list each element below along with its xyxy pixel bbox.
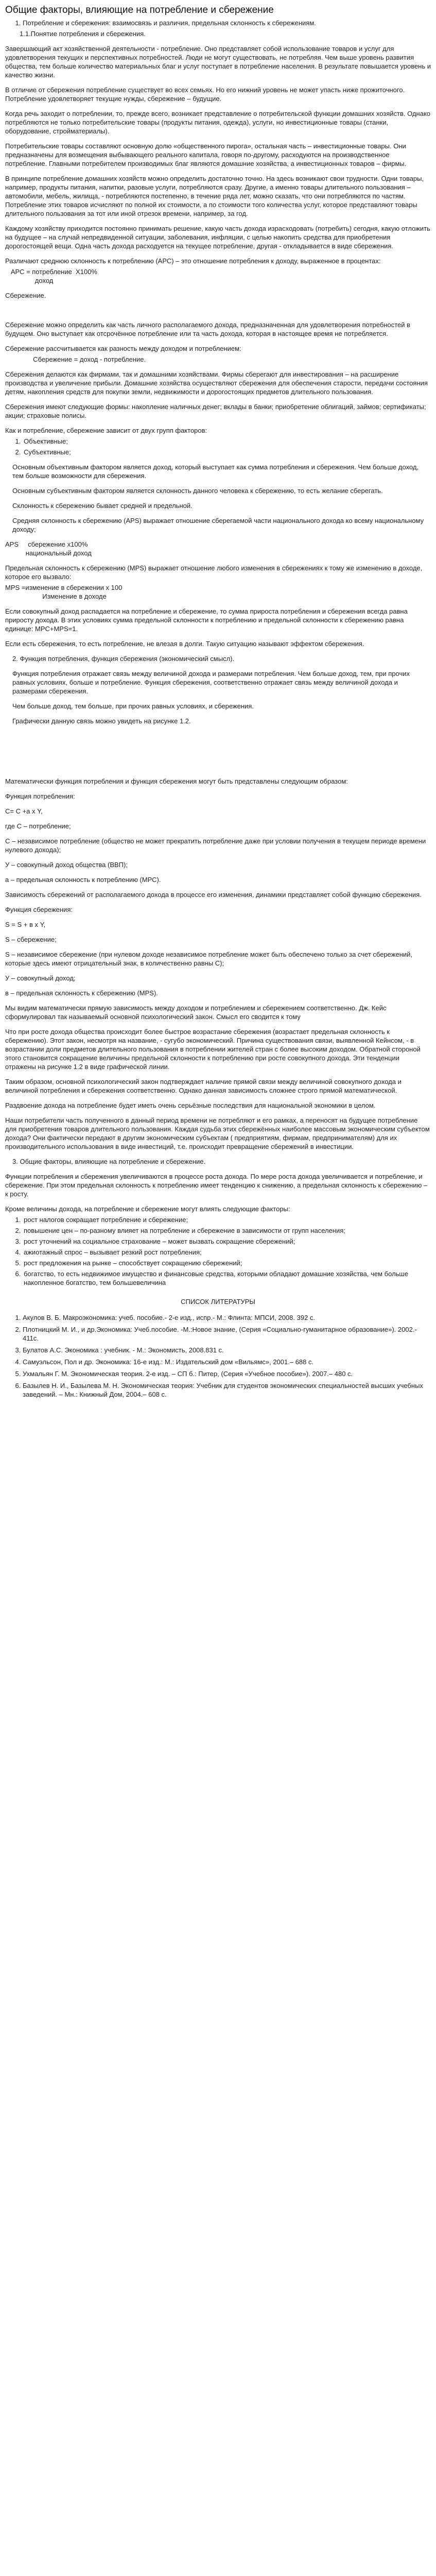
paragraph: Что при росте дохода общества происходит более быстрое возрастание сбережения (возрастает предельная склонность к сбережению). Этот закон, несмотря на название, - сугубо экономический. Причина существования связи, выявленной Кейнсом, - в возрастании доли предметов длительного пользования в потреблении жителей стран с более высоким доходом. Обратной стороной этого становится сокращение величины предельной склонности к потреблению при росте совокупного дохода. Эти тенденции отражены на рисунке 1.2 в виде графической линии. (5, 1028, 421, 1071)
references-heading: СПИСОК ЛИТЕРАТУРЫ (181, 1298, 255, 1306)
paragraph: Таким образом, основной психологический закон подтверждает наличие прямой связи между величиной совокупного дохода и величиной потребления и сбережения соответственно. Однако данная зависимость сложнее строго прямой математической. (5, 1078, 402, 1094)
reference-item: 1. Акулов В. Б. Макроэкономика: учеб. пособие.- 2-е изд., испр.- М.: Флинта: МПСИ, 2008. 392 с. (23, 1313, 431, 1322)
formula-savings: Сбережение = доход - потребление. (5, 355, 146, 363)
paragraph: Функция потребления: (5, 792, 75, 800)
paragraph: Кроме величины дохода, на потребление и сбережение могут влиять следующие факторы: (5, 1205, 290, 1213)
toc-subitem: 1.1.Понятие потребления и сбережения. (20, 30, 146, 38)
formula-aps: APS сбережение х100% национальный доход (5, 540, 92, 557)
list-item: 1. Объективные; (23, 437, 431, 446)
reference-item: 3. Булатов А.С. Экономика : учебник. - М.: Экономисть, 2008.831 с. (23, 1346, 431, 1354)
paragraph: Сбережение можно определить как часть личного располагаемого дохода, предназначенная для удовлетворения потребностей в будущем. Оно выступает как отсрочённое потребление или та часть дохода, которая в настоящее время не потребляется. (5, 321, 411, 337)
list-item: 4. ажиотажный спрос – вызывает резкий рост потребления; (23, 1248, 431, 1257)
list-item: 2. повышение цен – по-разному влияет на потребление и сбережение в зависимости от групп населения; (23, 1226, 431, 1235)
paragraph: Сбережение. (5, 292, 46, 299)
paragraph: У – совокупный доход; (5, 974, 76, 982)
paragraph: У – совокупный доход общества (ВВП); (5, 861, 128, 869)
paragraph: Функция сбережения: (5, 906, 73, 913)
reference-item: 2. Плотницкий М. И., и др.Экономика: Учеб.пособие. -М.:Новое знание, (Серия «Социально-гуманитарное образование»). 2002.- 411с. (23, 1325, 431, 1343)
paragraph: Графически данную связь можно увидеть на рисунке 1.2. (12, 717, 191, 725)
paragraph: Функция потребления отражает связь между величиной дохода и размерами потребления. Чем больше доход, тем, при прочих равных условиях, больше и потребление. Функция сбережения, соответственно отражает связь между величиной дохода и размерами сбережения. (12, 670, 410, 695)
paragraph: В отличие от сбережения потребление существует во всех семьях. Но его нижний уровень не может упасть ниже прожиточного. Потребление удовлетворяет текущие нужды, сбережение – будущие. (5, 86, 405, 103)
paragraph: где С – потребление; (5, 822, 71, 830)
toc-list (5, 19, 431, 27)
formula-mps: MPS =изменение в сбережении х 100 Изменение в доходе (5, 584, 123, 600)
reference-item: 6. Базылев Н. И., Базылева М. Н. Экономическая теория: Учебник для студентов экономических специальностей высших учебных заведений. – Мн.: Книжный Дом, 2004.– 608 с. (23, 1381, 431, 1399)
references-list (5, 1313, 431, 1399)
paragraph: Математически функция потребления и функция сбережения могут быть представлены следующим образом: (5, 777, 348, 785)
paragraph: S – независимое сбережение (при нулевом доходе независимое потребление может быть обеспечено только за счет сбережений, которые здесь имеют отрицательный знак, в количественно равны С); (5, 951, 413, 967)
paragraph: Раздвоение дохода на потребление будет иметь очень серьёзные последствия для национальной экономики в целом. (5, 1101, 376, 1109)
formula-consumption: C= C +a х Y, (5, 807, 43, 815)
paragraph: Чем больше доход, тем больше, при прочих равных условиях, и сбережения. (12, 702, 254, 710)
influence-factors-list (5, 1215, 431, 1287)
reference-item: 4. Самуэльсон, Пол и др. Экономика: 16-е изд.: М.: Издательский дом «Вильямс», 2001.– 688 с. (23, 1358, 431, 1366)
paragraph: Наши потребители часть полученного в данный период времени не потребляют и его рамках, а переносят на будущее потребление для приобретения товаров длительного пользования. Каждая судьба этих сбережённых наиболее массовым экономическим субъектом дохода? Они фактически передают в другим экономическим субъектам ( предприятиям, фирмам, предпринимателям) для их производительного использования в виде инвестиций, т.е. происходит превращение сбережений в инвестиции. (5, 1116, 430, 1150)
list-item: 6. богатство, то есть недвижимое имущество и финансовые средства, которыми обладают домашние хозяйства, чем больше накопленное богатство, тем большевеличина (23, 1269, 431, 1287)
paragraph: Когда речь заходит о потреблении, то, прежде всего, возникает представление о потребительской функции домашних хозяйств. Однако потребляются не только потребительские товары (продукты питания, одежда), услуги, но инвестиционные товары (станки, оборудование, стройматериалы). (5, 110, 431, 135)
list-item: 5. рост предложения на рынке – способствует сокращению сбережений; (23, 1259, 431, 1267)
paragraph: Средняя склонность к сбережению (APS) выражает отношение сберегаемой части национального дохода ко всему национальному доходу; (12, 517, 424, 533)
paragraph: С – независимое потребление (общество не может прекратить потребление даже при условии получения в текущем периоде времени нулевого дохода); (5, 837, 426, 854)
paragraph: Сбережения делаются как фирмами, так и домашними хозяйствами. Фирмы сберегают для инвестирования – на расширение производства и увеличение прибыли. Домашние хозяйства осуществляют сбережения для обеспечения старости, передачи состояния детям, накопления средств для покупки земли, недвижимости и дорогостоящих предметов длительного пользования. (5, 370, 428, 396)
paragraph: Завершающий акт хозяйственной деятельности - потребление. Оно представляет собой использование товаров и услуг для удовлетворения текущих и перспективных потребностей. Люди не могут существовать, не потребляя. Чем выше уровень развития общества, тем больше количество материальных благ и услуг поступает в потребление населения. В результате повышается уровень и качество жизни. (5, 45, 431, 79)
paragraph: S – сбережение; (5, 936, 57, 943)
paragraph: Сбережение рассчитывается как разность между доходом и потреблением: (5, 345, 241, 352)
paragraph: Мы видим математически прямую зависимость между доходом и потреблением и сбережением соответственно. Дж. Кейс сформулировал так называемый основной психологический закон. Смысл его сводится к тому (5, 1004, 387, 1021)
paragraph: Сбережения имеют следующие формы: накопление наличных денег; вклады в банки; приобретение облигаций, займов; сертификаты; акции; страховые полисы. (5, 403, 426, 419)
formula-saving-function: S = S + в х Y, (5, 921, 46, 928)
paragraph: Функции потребления и сбережения увеличиваются в процессе роста дохода. По мере роста дохода увеличивается и потребление, и сбережение. При этом предельная склонность к потреблению имеет тенденцию к снижению, а предельная склонность к сбережению – к росту. (5, 1173, 428, 1198)
paragraph: Зависимость сбережений от располагаемого дохода в процессе его изменения, динамики представляет собой функцию сбережения. (5, 891, 422, 899)
paragraph: Склонность к сбережению бывает средней и предельной. (12, 502, 193, 510)
paragraph: Каждому хозяйству приходится постоянно принимать решение, какую часть дохода израсходовать (потребить) сегодня, какую отложить на будущее – на случай непредвиденной ситуации, заболевания, инфляции, с целью накопить средства для приобретения дорогостоящей вещи. Одна часть дохода расходуется на текущее потребление, другая - откладывается в виде сбережения. (5, 225, 430, 250)
list-item: 1. рост налогов сокращает потребление и сбережение; (23, 1215, 431, 1224)
section-heading-3: 3. Общие факторы, влияющие на потребление и сбережение. (12, 1158, 206, 1165)
paragraph: Основным объективным фактором является доход, который выступает как сумма потребления и сбережения. Чем больше доход, тем больше возможности для сбережения. (12, 463, 419, 480)
paragraph: Различают среднюю склонность к потреблению (АРС) – это отношение потребления к доходу, выраженное в процентах: (5, 257, 381, 265)
paragraph: Потребительские товары составляют основную долю «общественного пирога», остальная часть – инвестиционные товары. Они предназначены для возмещения выбывающего реального капитала, говоря по-другому, расходуются на производственное потребление. Главными потребителем производимых благ являются домашние хозяйства, а инвестиционных товаров – фирмы. (5, 142, 407, 167)
paragraph: а – предельная склонность к потреблению (МРС). (5, 876, 161, 884)
factors-list (5, 437, 431, 456)
toc-item-1: 1. Потребление и сбережения: взаимосвязь и различия, предельная склонность к сбережениям. (23, 19, 431, 27)
paragraph: в – предельная склонность к сбережению (MPS). (5, 989, 158, 997)
paragraph: В принципе потребление домашних хозяйств можно определить достаточно точно. На здесь возникают свои трудности. Одни товары, например, продукты питания, напитки, разовые услуги, потребляются сразу. Другие, а именно товары длительного пользования – автомобили, мебель, жилища, - потребляются постепенно, в течение ряда лет, можно сказать, что они потребляются по частям. Потребление этих товаров исчисляют по полной их стоимости, а по стоимости того количества услуг, которое представляют товары длительного пользования за тот или иной отрезок времени, например, за год. (5, 175, 424, 217)
reference-item: 5. Ухмальян Г. М. Экономическая теория. 2-е изд. – СП б.: Питер, (Серия «Учебное пособие»). 2007.– 480 с. (23, 1369, 431, 1378)
paragraph: Если совокупный доход распадается на потребление и сбережение, то сумма прироста потребления и сбережения всегда равна приросту дохода. В этих условиях сумма предельной склонности к потреблению и предельной склонности к сбережению равна единице: MPC+MPS=1. (5, 607, 408, 633)
list-item: 2. Субъективные; (23, 448, 431, 456)
section-heading-2: 2. Функция потребления, функция сбережения (экономический смысл). (12, 655, 235, 663)
document-title: Общие факторы, влияющие на потребление и сбережение (5, 5, 274, 15)
paragraph: Основным субъективным фактором является склонность данного человека к сбережению, то есть желание сберегать. (12, 487, 383, 495)
list-item: 3. рост уточнений на социальное страхование – может вызвать сокращение сбережений; (23, 1237, 431, 1246)
paragraph: Как и потребление, сбережение зависит от двух групп факторов: (5, 427, 207, 434)
paragraph: Предельная склонность к сбережению (MPS) выражает отношение любого изменения в сбережениях к тому же изменению в доходе, которое его вызвало: (5, 564, 423, 581)
formula-apc: АРС = потребление Х100% доход (10, 268, 97, 284)
paragraph: Если есть сбережения, то есть потребление, не влезая в долги. Такую ситуацию называют эффектом сбережения. (5, 640, 364, 648)
